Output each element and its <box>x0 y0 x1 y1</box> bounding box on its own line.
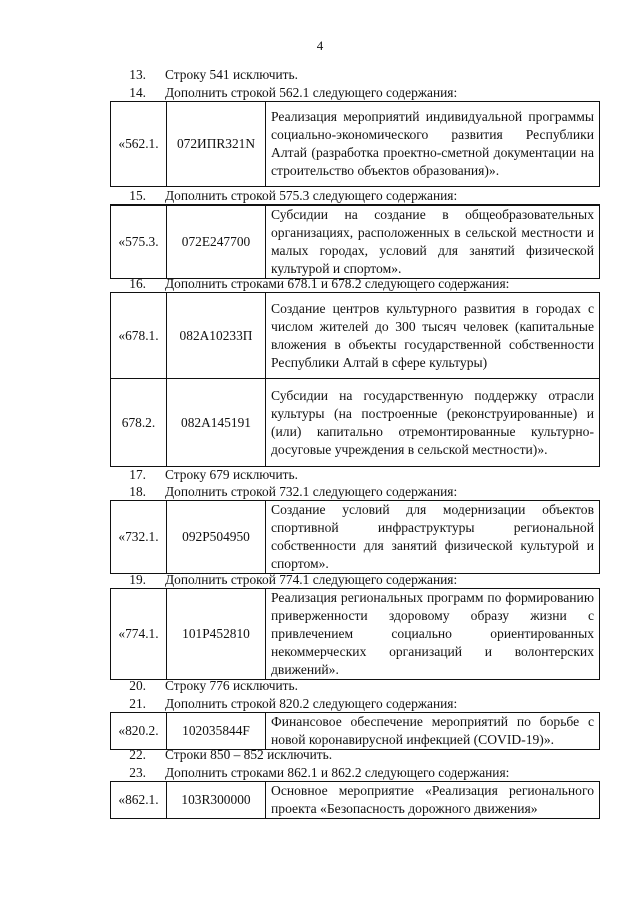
list-item <box>110 765 600 782</box>
row-code-cell: 103R300000 <box>167 782 266 819</box>
row-number-cell: «562.1. <box>111 102 167 187</box>
item-text: Дополнить строкой 732.1 следующего содержания: <box>165 484 458 499</box>
page-number: 4 <box>316 38 324 53</box>
row-text-cell: Реализация мероприятий индивидуальной программы социально-экономического развития Республики Алтай (разработка проектно-сметной документации на строительство объектов образования)». <box>266 102 600 187</box>
item-text: Строку 541 исключить. <box>165 67 298 82</box>
row-text-cell: Финансовое обеспечение мероприятий по борьбе с новой коронавирусной инфекцией (COVID-19)». <box>266 713 600 750</box>
list-item <box>110 467 600 483</box>
row-text-cell: Создание условий для модернизации объектов спортивной инфраструктуры региональной собственности для занятий физической культурой и спортом». <box>266 501 600 574</box>
table-row-732-1 <box>110 500 600 574</box>
table-row-575-3 <box>110 205 600 279</box>
row-text-cell: Субсидии на создание в общеобразовательных организациях, расположенных в сельской местности и малых городах, условий для занятий физической культурой и спортом». <box>266 206 600 279</box>
item-text: Дополнить строкой 774.1 следующего содержания: <box>165 572 458 587</box>
item-number: 16. <box>129 276 146 291</box>
row-number-cell: «862.1. <box>111 782 167 819</box>
row-number-cell: «774.1. <box>111 589 167 680</box>
item-number: 17. <box>129 467 146 482</box>
row-text-cell: Субсидии на государственную поддержку отрасли культуры (на построенные (реконструированные) и (или) капитально отремонтированные культурно-досуговые учреждения в сельской местности)». <box>266 379 600 467</box>
row-number-cell: «575.3. <box>111 206 167 279</box>
row-code-cell: 072E247700 <box>167 206 266 279</box>
list-item <box>110 747 600 763</box>
list-item <box>110 696 600 713</box>
row-text-cell: Основное мероприятие «Реализация регионального проекта «Безопасность дорожного движения» <box>266 782 600 819</box>
item-number: 22. <box>129 747 146 762</box>
item-text: Дополнить строками 862.1 и 862.2 следующего содержания: <box>165 765 510 780</box>
item-number: 14. <box>129 85 146 100</box>
item-text: Дополнить строками 678.1 и 678.2 следующего содержания: <box>165 276 510 291</box>
list-item <box>110 276 600 293</box>
row-number-cell: «732.1. <box>111 501 167 574</box>
item-text: Дополнить строкой 575.3 следующего содержания: <box>165 188 458 203</box>
item-text: Строки 850 – 852 исключить. <box>165 747 333 762</box>
list-item <box>110 484 600 501</box>
row-code-cell: 101P452810 <box>167 589 266 680</box>
item-text: Дополнить строкой 562.1 следующего содержания: <box>165 85 458 100</box>
list-item <box>110 572 600 589</box>
table-row-774-1 <box>110 588 600 680</box>
table-row-562-1 <box>110 101 600 187</box>
item-number: 21. <box>129 696 146 711</box>
table-row-820-2 <box>110 712 600 750</box>
item-text: Строку 679 исключить. <box>165 467 298 482</box>
item-text: Дополнить строкой 820.2 следующего содержания: <box>165 696 458 711</box>
item-number: 20. <box>129 678 146 693</box>
row-number-cell: «820.2. <box>111 713 167 750</box>
list-item <box>110 67 600 83</box>
row-code-cell: 082A10233П <box>167 293 266 379</box>
item-number: 13. <box>129 67 146 82</box>
row-text-cell: Реализация региональных программ по формированию приверженности здоровому образу жизни с привлечением социально ориентированных некоммерческих организаций и волонтерских движений». <box>266 589 600 680</box>
table-row-862-1 <box>110 781 600 819</box>
item-number: 15. <box>129 188 146 203</box>
item-number: 18. <box>129 484 146 499</box>
item-text: Строку 776 исключить. <box>165 678 298 693</box>
row-number-cell: «678.1. <box>111 293 167 379</box>
row-code-cell: 072ИПR321N <box>167 102 266 187</box>
row-text-cell: Создание центров культурного развития в городах с числом жителей до 300 тысяч человек (капитальные вложения в объекты государственной собственности Республики Алтай в сфере культуры) <box>266 293 600 379</box>
row-code-cell: 102035844F <box>167 713 266 750</box>
list-item <box>110 85 600 102</box>
row-number-cell: 678.2. <box>111 379 167 467</box>
table-rows-678 <box>110 292 600 467</box>
item-number: 23. <box>129 765 146 780</box>
list-item <box>110 678 600 694</box>
row-code-cell: 092P504950 <box>167 501 266 574</box>
item-number: 19. <box>129 572 146 587</box>
list-item <box>110 188 600 205</box>
row-code-cell: 082A145191 <box>167 379 266 467</box>
